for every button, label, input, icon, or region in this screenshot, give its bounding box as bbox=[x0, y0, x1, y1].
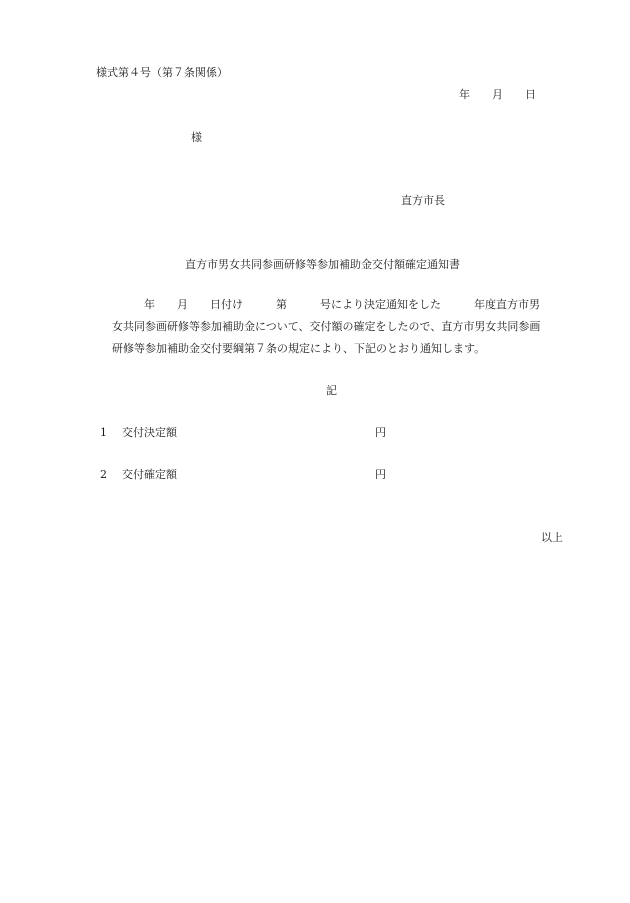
item-label: 交付決定額 bbox=[122, 426, 177, 439]
item-number: 1 bbox=[100, 426, 107, 439]
closing-ijo: 以上 bbox=[541, 531, 563, 544]
item-unit: 円 bbox=[375, 468, 386, 481]
item-label: 交付確定額 bbox=[122, 468, 177, 481]
document-title: 直方市男女共同参画研修等参加補助金交付額確定通知書 bbox=[185, 258, 460, 271]
body-line-1: 年 月 日付け 第 号により決定通知をした 年度直方市男 bbox=[144, 298, 540, 311]
issuer: 直方市長 bbox=[401, 194, 445, 207]
item-number: 2 bbox=[100, 468, 107, 481]
ki-heading: 記 bbox=[326, 384, 337, 397]
form-number: 様式第４号（第７条関係） bbox=[96, 66, 228, 79]
recipient-honorific: 様 bbox=[191, 131, 202, 144]
item-unit: 円 bbox=[375, 426, 386, 439]
body-line-3: 研修等参加補助金交付要綱第７条の規定により、下記のとおり通知します。 bbox=[112, 342, 486, 355]
date-line: 年 月 日 bbox=[459, 88, 536, 101]
body-line-2: 女共同参画研修等参加補助金について、交付額の確定をしたので、直方市男女共同参画 bbox=[112, 320, 541, 333]
